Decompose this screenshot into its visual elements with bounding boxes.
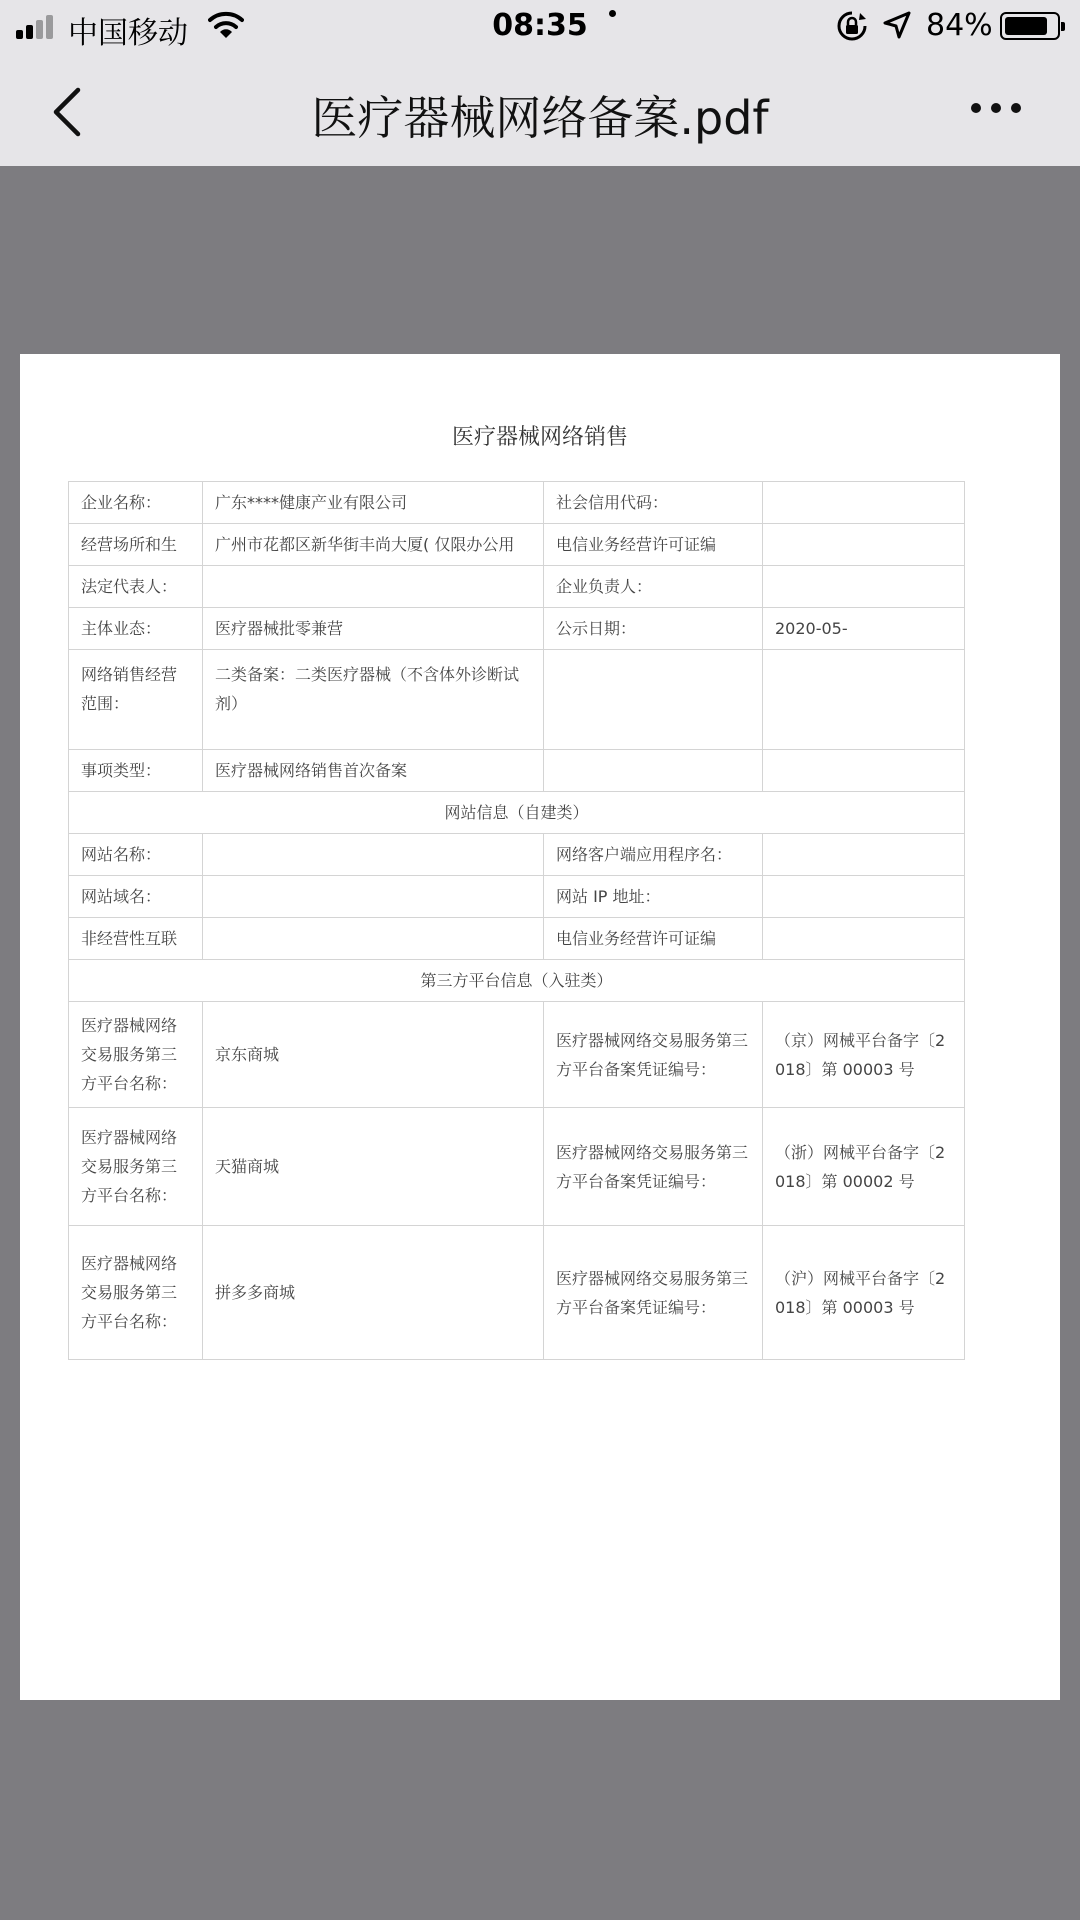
value-cell: 京东商城	[203, 1002, 544, 1108]
table-row	[69, 918, 965, 960]
value-cell	[763, 650, 965, 750]
value-cell: （沪）网械平台备字〔2018〕第 00003 号	[763, 1226, 965, 1360]
label-cell: 网络销售经营范围：	[69, 650, 203, 750]
label-cell: 主体业态：	[69, 608, 203, 650]
value-cell	[763, 482, 965, 524]
section-header-row	[69, 960, 965, 1002]
section-title: 网站信息（自建类）	[69, 792, 965, 834]
label-cell: 电信业务经营许可证编	[544, 918, 763, 960]
label-cell: 网站域名：	[69, 876, 203, 918]
value-cell	[763, 834, 965, 876]
activity-dot	[609, 10, 616, 17]
label-cell	[544, 750, 763, 792]
value-cell	[203, 834, 544, 876]
table-row	[69, 524, 965, 566]
table-row	[69, 1108, 965, 1226]
table-row	[69, 1002, 965, 1108]
label-cell: 法定代表人：	[69, 566, 203, 608]
value-cell: 拼多多商城	[203, 1226, 544, 1360]
value-cell: 医疗器械网络销售首次备案	[203, 750, 544, 792]
table-row	[69, 608, 965, 650]
value-cell: （浙）网械平台备字〔2018〕第 00002 号	[763, 1108, 965, 1226]
value-cell	[763, 876, 965, 918]
location-icon	[882, 10, 912, 40]
label-cell: 公示日期：	[544, 608, 763, 650]
registration-table	[68, 481, 965, 1360]
rotation-lock-icon	[836, 10, 868, 42]
section-header-row	[69, 792, 965, 834]
clock: 08:35	[492, 8, 588, 43]
table-row	[69, 1226, 965, 1360]
status-bar	[0, 0, 1080, 52]
document-title: 医疗器械网络备案.pdf	[311, 91, 769, 145]
table-row	[69, 650, 965, 750]
label-cell: 网站名称：	[69, 834, 203, 876]
value-cell	[203, 876, 544, 918]
label-cell: 企业名称：	[69, 482, 203, 524]
label-cell: 网站 IP 地址：	[544, 876, 763, 918]
doc-heading: 医疗器械网络销售	[451, 425, 628, 450]
carrier-name: 中国移动	[68, 16, 188, 51]
label-cell: 医疗器械网络交易服务第三方平台名称：	[69, 1002, 203, 1108]
label-cell: 网络客户端应用程序名：	[544, 834, 763, 876]
value-cell: 医疗器械批零兼营	[203, 608, 544, 650]
label-cell: 经营场所和生	[69, 524, 203, 566]
table-row	[69, 566, 965, 608]
value-cell	[203, 918, 544, 960]
label-cell: 医疗器械网络交易服务第三方平台备案凭证编号：	[544, 1002, 763, 1108]
value-cell: 广东****健康产业有限公司	[203, 482, 544, 524]
value-cell: （京）网械平台备字〔2018〕第 00003 号	[763, 1002, 965, 1108]
value-cell	[763, 918, 965, 960]
label-cell	[544, 650, 763, 750]
nav-bar	[0, 52, 1080, 166]
value-cell	[763, 566, 965, 608]
label-cell: 电信业务经营许可证编	[544, 524, 763, 566]
value-cell: 广州市花都区新华街丰尚大厦( 仅限办公用	[203, 524, 544, 566]
label-cell: 医疗器械网络交易服务第三方平台名称：	[69, 1226, 203, 1360]
label-cell: 医疗器械网络交易服务第三方平台备案凭证编号：	[544, 1108, 763, 1226]
section-title: 第三方平台信息（入驻类）	[69, 960, 965, 1002]
battery-percent: 84%	[926, 8, 993, 43]
more-icon[interactable]	[968, 100, 1024, 116]
value-cell: 2020-05-	[763, 608, 965, 650]
battery-icon	[1000, 12, 1060, 40]
value-cell	[763, 524, 965, 566]
label-cell: 医疗器械网络交易服务第三方平台备案凭证编号：	[544, 1226, 763, 1360]
table-row	[69, 750, 965, 792]
label-cell: 企业负责人：	[544, 566, 763, 608]
label-cell: 非经营性互联	[69, 918, 203, 960]
table-row	[69, 876, 965, 918]
label-cell: 事项类型：	[69, 750, 203, 792]
value-cell: 二类备案：二类医疗器械（不含体外诊断试剂）	[203, 650, 544, 750]
table-row	[69, 482, 965, 524]
label-cell: 医疗器械网络交易服务第三方平台名称：	[69, 1108, 203, 1226]
value-cell	[203, 566, 544, 608]
pdf-page[interactable]	[20, 354, 1060, 1700]
value-cell: 天猫商城	[203, 1108, 544, 1226]
value-cell	[763, 750, 965, 792]
table-row	[69, 834, 965, 876]
label-cell: 社会信用代码：	[544, 482, 763, 524]
battery-level	[1005, 17, 1047, 35]
